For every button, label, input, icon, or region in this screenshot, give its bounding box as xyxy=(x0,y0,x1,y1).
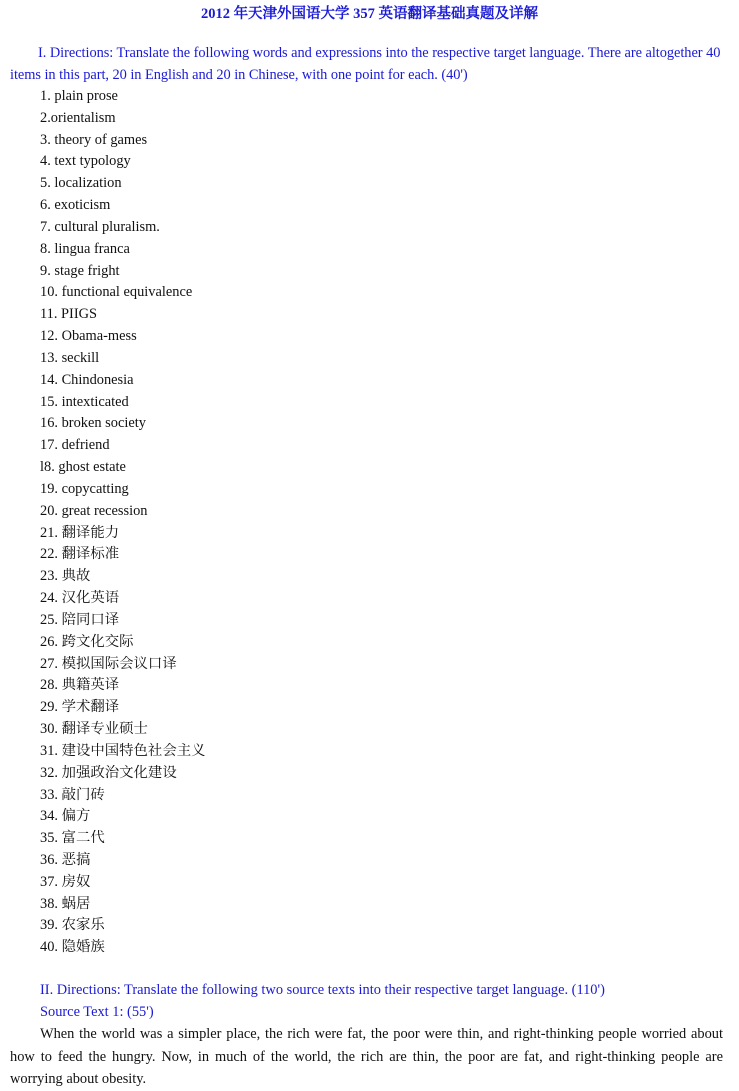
source-text-passage: When the world was a simpler place, the rich were fat, the poor were thin, and right-thinking people worried about how to feed the hungry. Now, in much of the world, the rich are thin, the poor are fat, and right-thinking people are worrying about obesity. xyxy=(10,1026,723,1087)
list-item: 12. Obama-mess xyxy=(40,328,137,345)
list-item: 33. 敲门砖 xyxy=(40,786,105,803)
page-title: 2012 年天津外国语大学 357 英语翻译基础真题及详解 xyxy=(200,6,539,22)
list-item: 26. 跨文化交际 xyxy=(40,633,134,650)
list-item: 23. 典故 xyxy=(40,568,91,585)
part1-directions: I. Directions: Translate the following words and expressions into the respective target language. There are altogether 40 items in this part, 20 in English and 20 in Chinese, with one point for each. (40') xyxy=(10,45,721,83)
list-item: 32. 加强政治文化建设 xyxy=(40,764,177,781)
list-item: 19. copycatting xyxy=(40,480,129,497)
list-item: 36. 恶搞 xyxy=(40,851,91,868)
list-item: 37. 房奴 xyxy=(40,873,91,890)
list-item: 7. cultural pluralism. xyxy=(40,218,160,235)
list-item: 21. 翻译能力 xyxy=(40,524,120,541)
list-item: 35. 富二代 xyxy=(40,830,105,847)
list-item: 15. intexticated xyxy=(40,393,129,410)
list-item: 16. broken society xyxy=(40,415,146,432)
list-item: 17. defriend xyxy=(40,437,110,454)
list-item: 39. 农家乐 xyxy=(40,917,105,934)
list-item: 27. 模拟国际会议口译 xyxy=(40,655,177,672)
list-item: 6. exoticism xyxy=(40,197,111,214)
part2-directions: II. Directions: Translate the following two source texts into their respective target language. (110') xyxy=(40,982,605,998)
list-item: 5. localization xyxy=(40,175,122,192)
list-item: 1. plain prose xyxy=(40,88,118,104)
list-item: l8. ghost estate xyxy=(40,459,126,476)
list-item: 2.orientalism xyxy=(40,109,116,126)
vocabulary-list xyxy=(40,86,206,959)
list-item: 20. great recession xyxy=(40,502,148,519)
list-item: 3. theory of games xyxy=(40,131,148,148)
list-item: 4. text typology xyxy=(40,153,131,170)
list-item: 28. 典籍英译 xyxy=(40,677,120,694)
list-item: 25. 陪同口译 xyxy=(40,611,120,628)
list-item: 29. 学术翻译 xyxy=(40,699,120,716)
list-item: 14. Chindonesia xyxy=(40,371,134,388)
list-item: 9. stage fright xyxy=(40,262,120,279)
list-item: 31. 建设中国特色社会主义 xyxy=(40,742,206,759)
list-item: 24. 汉化英语 xyxy=(40,590,120,607)
list-item: 38. 蜗居 xyxy=(40,895,91,912)
list-item: 22. 翻译标准 xyxy=(40,546,120,563)
list-item: 13. seckill xyxy=(40,349,100,366)
source-text-label: Source Text 1: (55') xyxy=(40,1004,154,1020)
list-item: 30. 翻译专业硕士 xyxy=(40,721,148,738)
list-item: 11. PIIGS xyxy=(40,306,98,323)
list-item: 40. 隐婚族 xyxy=(40,939,105,956)
list-item: 8. lingua franca xyxy=(40,240,130,257)
list-item: 10. functional equivalence xyxy=(40,284,193,301)
list-item: 34. 偏方 xyxy=(40,808,91,825)
